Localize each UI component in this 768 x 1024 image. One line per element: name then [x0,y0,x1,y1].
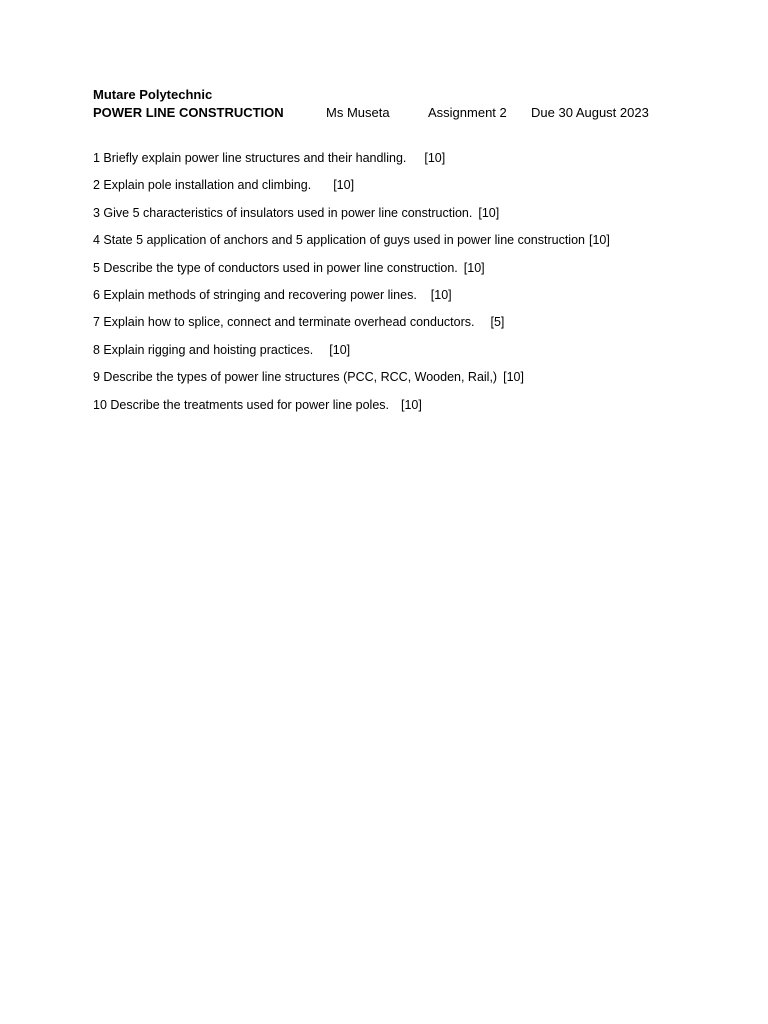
question-marks: [10] [329,342,351,357]
question-item [93,177,693,204]
question-item [93,260,693,287]
question-item [93,314,693,341]
question-marks: [10] [503,370,524,385]
question-text: 5 Describe the type of conductors used in power line construction. [93,260,458,275]
question-text: 2 Explain pole installation and climbing. [93,178,312,193]
assignment-number: Assignment 2 [428,105,507,120]
institution-name: Mutare Polytechnic [93,87,213,102]
question-item [93,397,693,424]
question-marks: [10] [588,233,610,248]
question-marks: [10] [430,287,452,302]
question-marks: [10] [424,151,446,165]
question-marks: [10] [478,205,500,220]
question-text: 6 Explain methods of stringing and recovering power lines. [93,287,417,302]
question-item [93,150,693,177]
question-marks: [10] [463,260,485,275]
question-list [93,150,693,424]
question-item [93,232,693,259]
question-text: 10 Describe the treatments used for power line poles. [93,397,389,412]
question-text: 7 Explain how to splice, connect and terminate overhead conductors. [93,315,475,330]
due-date: Due 30 August 2023 [531,105,649,120]
question-marks: [10] [401,397,422,412]
question-item [93,342,693,369]
lecturer-name: Ms Museta [326,105,390,120]
question-text: 8 Explain rigging and hoisting practices. [93,342,314,357]
course-title: POWER LINE CONSTRUCTION [93,105,284,120]
question-text: 4 State 5 application of anchors and 5 application of guys used in power line construction [93,233,585,248]
question-text: 3 Give 5 characteristics of insulators used in power line construction. [93,205,473,220]
question-marks: [5] [490,315,505,330]
assignment-header [93,105,693,123]
question-item [93,287,693,314]
question-marks: [10] [333,178,355,193]
question-text: 1 Briefly explain power line structures and their handling. [93,151,407,165]
question-item [93,205,693,232]
question-item [93,369,693,396]
question-text: 9 Describe the types of power line structures (PCC, RCC, Wooden, Rail,) [93,370,498,385]
